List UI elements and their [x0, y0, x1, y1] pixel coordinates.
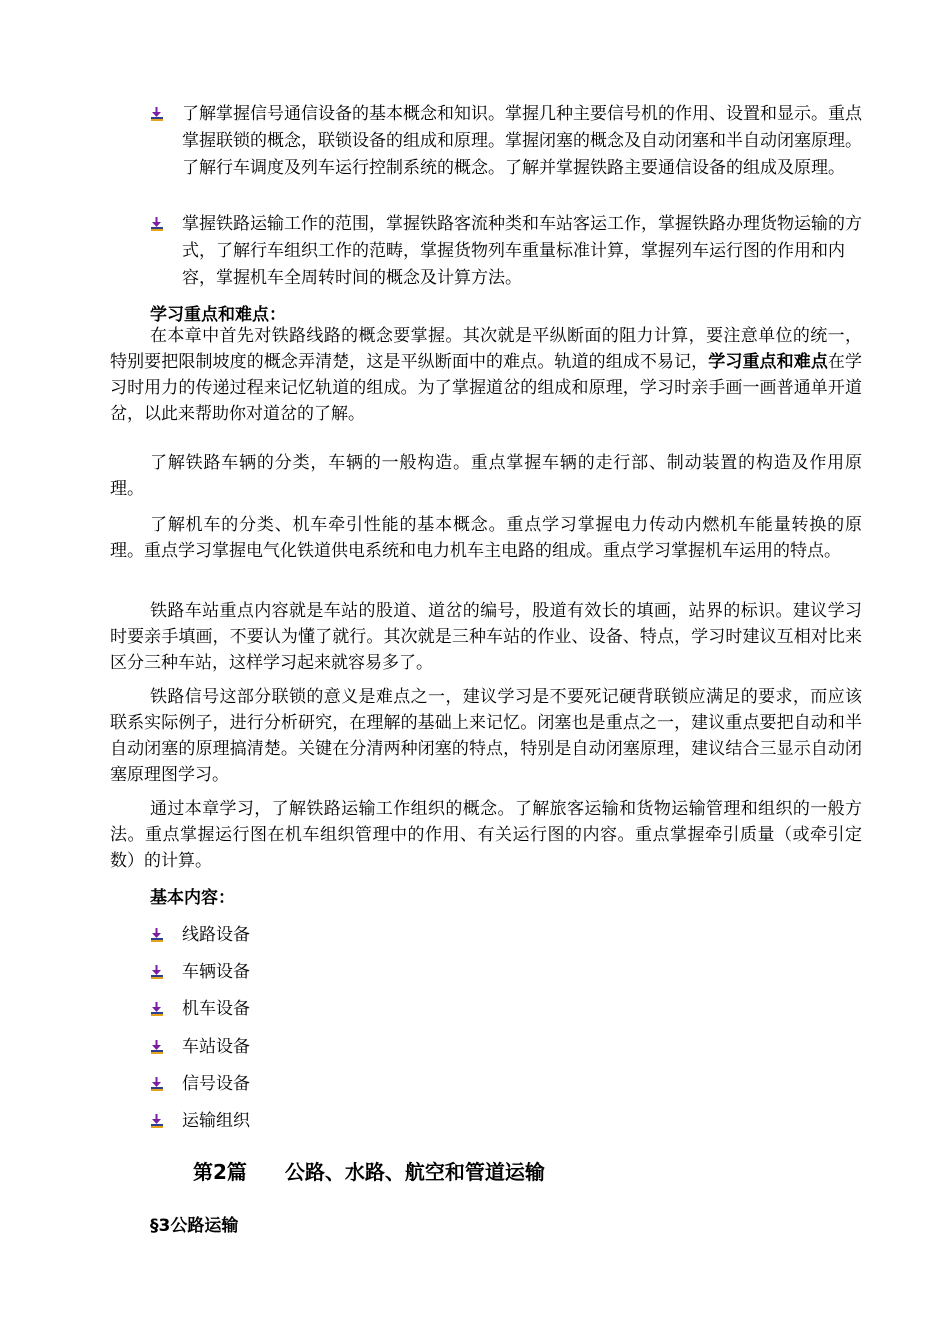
arrow-bullet-icon	[150, 1002, 164, 1016]
key-points-paragraph-2: 了解铁路车辆的分类，车辆的一般构造。重点掌握车辆的走行部、制动装置的构造及作用原理。	[110, 453, 862, 499]
basic-content-label: 车辆设备	[182, 962, 250, 982]
part-number: 第2篇	[193, 1160, 247, 1184]
paragraph-text: 在学习时用力的传递过程来记忆轨道的组成。为了掌握道岔的组成和原理，学习时亲手画一画普通单开道岔，以此来帮助你对道岔的了解。	[110, 352, 863, 424]
key-points-paragraph-3: 了解机车的分类、机车牵引性能的基本概念。重点学习掌握电力传动内燃机车能量转换的原理。重点学习掌握电气化铁道供电系统和电力机车主电路的组成。重点学习掌握机车运用的特点。	[110, 515, 862, 561]
basic-content-label: 线路设备	[182, 925, 250, 945]
basic-content-label: 机车设备	[182, 999, 250, 1019]
basic-content-label: 车站设备	[182, 1037, 250, 1057]
section-heading: §3公路运输	[150, 1216, 239, 1236]
key-points-paragraph-6: 通过本章学习，了解铁路运输工作组织的概念。了解旅客运输和货物运输管理和组织的一般方法。重点掌握运行图在机车组织管理中的作用、有关运行图的内容。重点掌握牵引质量（或牵引定数）的计算。	[110, 799, 862, 871]
arrow-bullet-icon	[150, 217, 164, 231]
key-points-paragraph-4: 铁路车站重点内容就是车站的股道、道岔的编号，股道有效长的填画，站界的标识。建议学习时要亲手填画，不要认为懂了就行。其次就是三种车站的作业、设备、特点，学习时建议互相对比来区分三种车站，这样学习起来就容易多了。	[110, 601, 862, 673]
arrow-bullet-icon	[150, 1114, 164, 1128]
inline-bold-text: 学习重点和难点	[708, 352, 828, 372]
basic-content-label: 信号设备	[182, 1074, 250, 1094]
basic-content-item	[150, 959, 250, 986]
key-points-paragraph-1	[110, 323, 862, 427]
basic-content-heading: 基本内容：	[150, 888, 235, 908]
arrow-bullet-icon	[150, 1040, 164, 1054]
arrow-bullet-icon	[150, 1077, 164, 1091]
objective-item-2	[150, 211, 865, 292]
basic-content-label: 运输组织	[182, 1111, 250, 1131]
paragraph-text: 在本章中首先对铁路线路的概念要掌握。其次就是平纵断面的阻力计算，要注意单位的统一，特别要把限制坡度的概念弄清楚，这是平纵断面中的难点。轨道的组成不易记，	[110, 326, 862, 372]
basic-content-item	[150, 1071, 250, 1098]
arrow-bullet-icon	[150, 965, 164, 979]
part-heading	[193, 1156, 545, 1185]
objective-text-1: 了解掌握信号通信设备的基本概念和知识。掌握几种主要信号机的作用、设置和显示。重点掌握联锁的概念，联锁设备的组成和原理。掌握闭塞的概念及自动闭塞和半自动闭塞原理。了解行车调度及列车运行控制系统的概念。了解并掌握铁路主要通信设备的组成及原理。	[182, 104, 862, 178]
basic-content-item	[150, 996, 250, 1023]
arrow-bullet-icon	[150, 928, 164, 942]
key-points-heading: 学习重点和难点：	[150, 305, 286, 325]
objective-item-1	[150, 101, 865, 182]
objective-text-2: 掌握铁路运输工作的范围，掌握铁路客流种类和车站客运工作，掌握铁路办理货物运输的方式，了解行车组织工作的范畴，掌握货物列车重量标准计算，掌握列车运行图的作用和内容，掌握机车全周转时间的概念及计算方法。	[182, 214, 862, 288]
basic-content-item	[150, 1108, 250, 1135]
part-title-text: 公路、水路、航空和管道运输	[284, 1160, 545, 1184]
basic-content-item	[150, 922, 250, 949]
arrow-bullet-icon	[150, 107, 164, 121]
basic-content-item	[150, 1034, 250, 1061]
key-points-paragraph-5: 铁路信号这部分联锁的意义是难点之一，建议学习是不要死记硬背联锁应满足的要求，而应该联系实际例子，进行分析研究，在理解的基础上来记忆。闭塞也是重点之一，建议重点要把自动和半自动闭塞的原理搞清楚。关键在分清两种闭塞的特点，特别是自动闭塞原理，建议结合三显示自动闭塞原理图学习。	[110, 687, 862, 785]
